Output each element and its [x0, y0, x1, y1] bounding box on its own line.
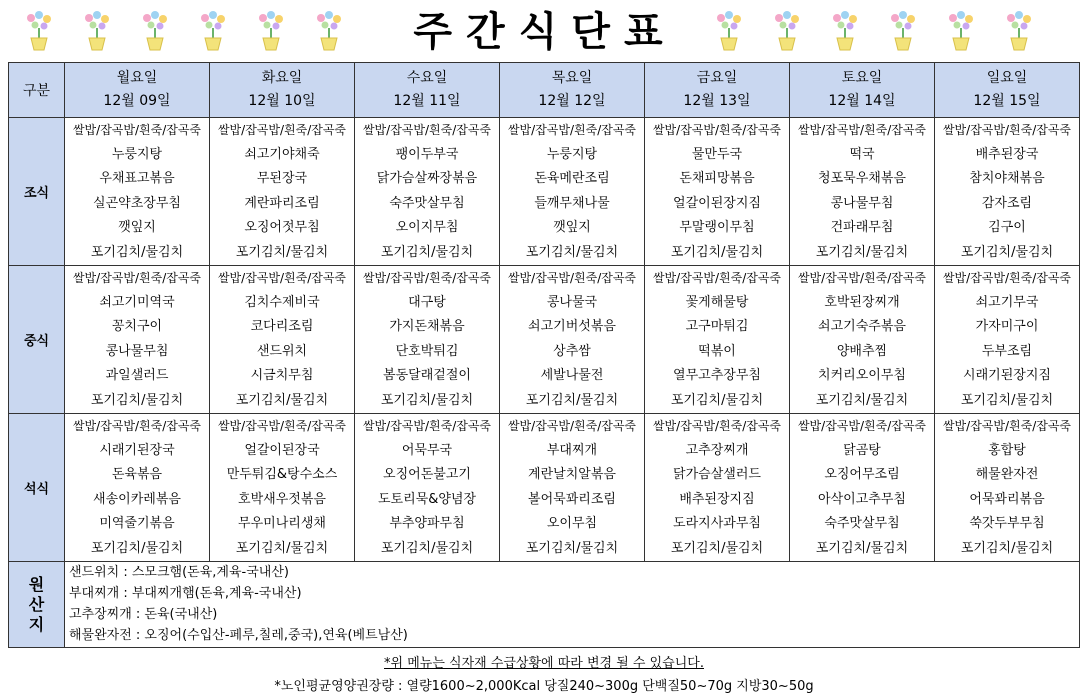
menu-item: 물만두국: [691, 146, 743, 162]
menu-item: 포기김치/물김치: [960, 540, 1054, 556]
menu-item: 쇠고기숙주볶음: [818, 319, 906, 334]
menu-item: 쇠고기버섯볶음: [528, 319, 616, 334]
menu-item: 부대찌개: [546, 442, 598, 458]
menu-item: 포기김치/물김치: [380, 540, 474, 556]
menu-item: 누룽지탕: [111, 146, 163, 162]
menu-item: 어묵꽈리볶음: [969, 491, 1045, 507]
menu-item: 닭가슴살샐러드: [673, 467, 761, 482]
flower-pot-icon: [22, 10, 56, 52]
menu-item: 닭곰탕: [843, 442, 881, 458]
menu-item: 봄동달래겉절이: [383, 368, 471, 383]
day-date: 12월 11일: [393, 93, 461, 109]
day-header: [355, 63, 500, 118]
menu-item: 상추쌈: [553, 343, 591, 359]
menu-cell: [355, 118, 500, 266]
menu-item: 숙주맛살무침: [389, 195, 465, 211]
menu-item: 쌀밥/잡곡밥/흰죽/잡곡죽: [942, 123, 1072, 137]
menu-item: 청포묵우채볶음: [818, 171, 906, 186]
menu-item: 콩나물무침: [830, 195, 894, 211]
menu-item: 포기김치/물김치: [380, 392, 474, 408]
menu-item: 돈육메란조림: [534, 171, 610, 186]
menu-cell: [935, 118, 1080, 266]
menu-cell: [645, 118, 790, 266]
menu-item: 부추양파무침: [389, 516, 465, 531]
menu-item: 포기김치/물김치: [960, 244, 1054, 260]
menu-item: 무된장국: [256, 171, 308, 186]
menu-item: 쌀밥/잡곡밥/흰죽/잡곡죽: [72, 419, 202, 433]
menu-item: 쌀밥/잡곡밥/흰죽/잡곡죽: [507, 271, 637, 285]
day-date: 12월 12일: [538, 93, 606, 109]
menu-item: 쌀밥/잡곡밥/흰죽/잡곡죽: [217, 419, 347, 433]
decoration-left: [22, 10, 346, 52]
menu-item: 쌀밥/잡곡밥/흰죽/잡곡죽: [652, 419, 782, 433]
menu-item: 쌀밥/잡곡밥/흰죽/잡곡죽: [72, 271, 202, 285]
flower-pot-icon: [80, 10, 114, 52]
menu-item: 고추장찌개: [685, 442, 749, 458]
flower-pot-icon: [944, 10, 978, 52]
menu-item: 김구이: [988, 220, 1026, 235]
menu-cell: [645, 414, 790, 562]
day-name: 일요일: [986, 70, 1028, 86]
origin-label-char: 원: [28, 574, 45, 594]
menu-item: 닭가슴살짜장볶음: [376, 171, 478, 186]
menu-item: 세발나물전: [540, 368, 604, 383]
menu-item: 쌀밥/잡곡밥/흰죽/잡곡죽: [217, 271, 347, 285]
menu-item: 포기김치/물김치: [235, 540, 329, 556]
menu-cell: [210, 118, 355, 266]
menu-item: 건파래무침: [830, 220, 894, 235]
menu-item: 쌀밥/잡곡밥/흰죽/잡곡죽: [652, 123, 782, 137]
origin-line: 부대찌개 : 부대찌개햄(돈육,계육-국내산): [69, 586, 302, 601]
menu-item: 김치수제비국: [244, 294, 320, 310]
meal-row: [9, 118, 1080, 266]
menu-item: 시래기된장지짐: [963, 368, 1051, 383]
menu-item: 포기김치/물김치: [90, 540, 184, 556]
header: [0, 0, 1088, 60]
menu-item: 쌀밥/잡곡밥/흰죽/잡곡죽: [72, 123, 202, 137]
menu-item: 쌀밥/잡곡밥/흰죽/잡곡죽: [652, 271, 782, 285]
menu-item: 배추된장국: [975, 146, 1039, 162]
day-header: [790, 63, 935, 118]
day-date: 12월 10일: [248, 93, 316, 109]
menu-item: 콩나물국: [546, 294, 598, 310]
corner-label: 구분: [9, 63, 65, 118]
menu-item: 아삭이고추무침: [818, 491, 906, 507]
flower-pot-icon: [138, 10, 172, 52]
menu-item: 떡국: [849, 146, 875, 162]
day-name: 월요일: [116, 70, 158, 86]
menu-item: 포기김치/물김치: [815, 244, 909, 260]
flower-pot-icon: [770, 10, 804, 52]
menu-item: 쌀밥/잡곡밥/흰죽/잡곡죽: [942, 419, 1072, 433]
menu-item: 쇠고기야채죽: [244, 146, 320, 162]
menu-cell: [790, 414, 935, 562]
decoration-right: [712, 10, 1036, 52]
origin-line: 해물완자전 : 오징어(수입산-페루,칠레,중국),연육(베트남산): [69, 628, 408, 643]
menu-item: 호박된장찌개: [824, 294, 900, 310]
menu-item: 열무고추장무침: [673, 368, 761, 383]
menu-item: 고구마튀김: [685, 319, 749, 334]
menu-item: 돈육볶음: [111, 467, 163, 482]
menu-item: 쌀밥/잡곡밥/흰죽/잡곡죽: [797, 271, 927, 285]
day-header: [210, 63, 355, 118]
menu-item: 깻잎지: [118, 220, 156, 235]
day-header: [935, 63, 1080, 118]
meal-row: [9, 414, 1080, 562]
menu-item: 쌀밥/잡곡밥/흰죽/잡곡죽: [217, 123, 347, 137]
menu-item: 해물완자전: [975, 467, 1039, 482]
menu-item: 포기김치/물김치: [525, 244, 619, 260]
menu-item: 도라지사과무침: [673, 516, 761, 531]
menu-cell: [935, 266, 1080, 414]
menu-item: 포기김치/물김치: [235, 244, 329, 260]
menu-item: 과일샐러드: [105, 368, 169, 383]
menu-item: 계란날치알볶음: [528, 467, 616, 482]
menu-item: 돈채피망볶음: [679, 171, 755, 186]
menu-item: 감자조림: [981, 195, 1033, 211]
origin-row: [9, 562, 1080, 648]
menu-item: 꽃게해물탕: [685, 294, 749, 310]
menu-item: 들깨무채나물: [534, 195, 610, 211]
menu-item: 도토리묵&양념장: [377, 491, 477, 507]
menu-cell: [790, 118, 935, 266]
menu-item: 미역줄기볶음: [99, 516, 175, 531]
weekly-menu-table: [8, 62, 1080, 648]
menu-item: 얼갈이된장국: [244, 442, 320, 458]
menu-cell: [935, 414, 1080, 562]
menu-item: 포기김치/물김치: [90, 244, 184, 260]
origin-line: 샌드위치 : 스모크햄(돈육,계육-국내산): [69, 565, 289, 580]
menu-item: 볼어묵꽈리조림: [528, 491, 616, 507]
menu-item: 오이지무침: [395, 220, 459, 235]
day-header: [645, 63, 790, 118]
menu-item: 쑥갓두부무침: [969, 516, 1045, 531]
flower-pot-icon: [886, 10, 920, 52]
menu-item: 오징어무조림: [824, 467, 900, 482]
menu-item: 어묵무국: [401, 442, 453, 458]
day-name: 화요일: [261, 70, 303, 86]
menu-item: 가자미구이: [975, 319, 1039, 334]
page-title: 주간식단표: [413, 9, 677, 55]
day-date: 12월 14일: [828, 93, 896, 109]
day-header: [500, 63, 645, 118]
menu-cell: [355, 266, 500, 414]
menu-item: 포기김치/물김치: [670, 244, 764, 260]
menu-item: 단호박튀김: [395, 343, 459, 359]
menu-item: 포기김치/물김치: [525, 392, 619, 408]
menu-item: 만두튀김&탕수소스: [226, 467, 338, 482]
menu-item: 치커리오이무침: [818, 368, 906, 383]
flower-pot-icon: [828, 10, 862, 52]
menu-cell: [355, 414, 500, 562]
menu-item: 포기김치/물김치: [815, 392, 909, 408]
menu-item: 포기김치/물김치: [960, 392, 1054, 408]
day-header: [65, 63, 210, 118]
menu-item: 쌀밥/잡곡밥/흰죽/잡곡죽: [362, 419, 492, 433]
menu-item: 샌드위치: [256, 343, 308, 359]
menu-item: 쌀밥/잡곡밥/흰죽/잡곡죽: [797, 419, 927, 433]
origin-label-char: 산: [28, 594, 45, 614]
menu-item: 실곤약초장무침: [93, 195, 181, 211]
menu-item: 깻잎지: [553, 220, 591, 235]
meal-label: 석식: [9, 414, 65, 562]
menu-item: 포기김치/물김치: [525, 540, 619, 556]
menu-item: 오징어젓무침: [244, 220, 320, 235]
change-notice: *위 메뉴는 식자재 수급상황에 따라 변경 될 수 있습니다.: [384, 656, 704, 671]
origin-label: [9, 562, 65, 648]
menu-item: 쌀밥/잡곡밥/흰죽/잡곡죽: [362, 123, 492, 137]
menu-item: 가지돈채볶음: [389, 319, 465, 334]
nutrition-note: *노인평균영양권장량 : 열량1600~2,000Kcal 당질240~300g 단백질50~70g 지방30~50g: [274, 679, 814, 694]
menu-item: 포기김치/물김치: [235, 392, 329, 408]
day-date: 12월 13일: [683, 93, 751, 109]
menu-item: 두부조림: [981, 343, 1033, 359]
menu-cell: [65, 414, 210, 562]
menu-item: 쇠고기무국: [975, 294, 1039, 310]
menu-item: 숙주맛살무침: [824, 516, 900, 531]
day-name: 목요일: [551, 70, 593, 86]
menu-item: 쌀밥/잡곡밥/흰죽/잡곡죽: [507, 123, 637, 137]
menu-item: 쌀밥/잡곡밥/흰죽/잡곡죽: [507, 419, 637, 433]
menu-item: 떡볶이: [698, 343, 736, 359]
menu-cell: [645, 266, 790, 414]
flower-pot-icon: [312, 10, 346, 52]
day-name: 수요일: [406, 70, 448, 86]
menu-item: 쌀밥/잡곡밥/흰죽/잡곡죽: [362, 271, 492, 285]
header-row: [9, 63, 1080, 118]
menu-item: 참치야채볶음: [969, 171, 1045, 186]
menu-item: 쌀밥/잡곡밥/흰죽/잡곡죽: [942, 271, 1072, 285]
menu-item: 대구탕: [408, 294, 446, 310]
menu-item: 누룽지탕: [546, 146, 598, 162]
menu-item: 새송이카레볶음: [93, 491, 181, 507]
day-date: 12월 15일: [973, 93, 1041, 109]
menu-item: 포기김치/물김치: [670, 540, 764, 556]
menu-item: 포기김치/물김치: [815, 540, 909, 556]
menu-item: 포기김치/물김치: [90, 392, 184, 408]
menu-item: 쌀밥/잡곡밥/흰죽/잡곡죽: [797, 123, 927, 137]
menu-cell: [210, 266, 355, 414]
menu-cell: [500, 118, 645, 266]
menu-cell: [790, 266, 935, 414]
menu-item: 포기김치/물김치: [670, 392, 764, 408]
menu-item: 계란파리조림: [244, 195, 320, 211]
menu-item: 콩나물무침: [105, 343, 169, 359]
menu-item: 우채표고볶음: [99, 171, 175, 186]
menu-item: 호박새우젓볶음: [238, 491, 326, 507]
menu-item: 포기김치/물김치: [380, 244, 474, 260]
menu-item: 얼갈이된장지짐: [673, 195, 761, 211]
menu-item: 쇠고기미역국: [99, 294, 175, 310]
menu-cell: [65, 266, 210, 414]
menu-item: 오이무침: [546, 516, 598, 531]
flower-pot-icon: [196, 10, 230, 52]
flower-pot-icon: [1002, 10, 1036, 52]
menu-item: 꽁치구이: [111, 319, 163, 334]
menu-item: 시금치무침: [250, 368, 314, 383]
menu-item: 배추된장지짐: [679, 491, 755, 507]
flower-pot-icon: [712, 10, 746, 52]
menu-item: 무우미나리생채: [238, 516, 326, 531]
meal-label: 중식: [9, 266, 65, 414]
day-name: 토요일: [841, 70, 883, 86]
origin-line: 고추장찌개 : 돈육(국내산): [69, 607, 218, 622]
menu-cell: [65, 118, 210, 266]
menu-item: 시래기된장국: [99, 442, 175, 458]
menu-item: 오징어돈불고기: [383, 467, 471, 482]
menu-cell: [500, 266, 645, 414]
meal-label: 조식: [9, 118, 65, 266]
menu-item: 팽이두부국: [395, 146, 459, 162]
menu-item: 코다리조림: [250, 319, 314, 334]
meal-row: [9, 266, 1080, 414]
flower-pot-icon: [254, 10, 288, 52]
day-name: 금요일: [696, 70, 738, 86]
menu-item: 양배추찜: [836, 343, 888, 359]
origin-label-char: 지: [28, 614, 45, 634]
menu-item: 홍합탕: [988, 442, 1026, 458]
menu-cell: [500, 414, 645, 562]
day-date: 12월 09일: [103, 93, 171, 109]
menu-item: 무말랭이무침: [679, 220, 755, 235]
menu-cell: [210, 414, 355, 562]
origin-info: [65, 562, 1080, 648]
